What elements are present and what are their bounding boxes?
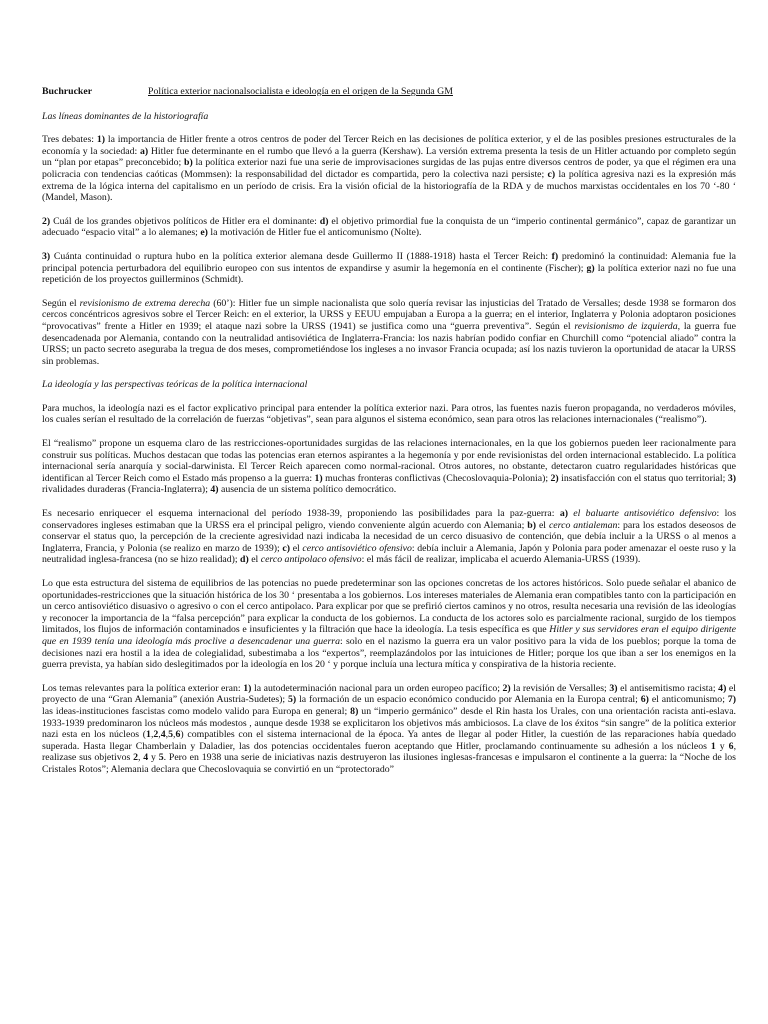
- author-name: Buchrucker: [42, 86, 93, 97]
- document-page: [42, 86, 736, 787]
- paragraph: Para muchos, la ideología nazi es el factor explicativo principal para entender la política exterior nazi. Para otros, las fuentes nazis fueron propaganda, no verdaderos móviles, los cuales serían el resultado de la correlación de fuerzas “objetivas”, sean para algunos el sistema económico, sean para otros las relaciones internacionales (“realismo”).: [42, 402, 736, 426]
- section-heading-historiografia: Las líneas dominantes de la historiografía: [42, 110, 209, 122]
- document-title: Política exterior nacionalsocialista e ideología en el origen de la Segunda GM: [148, 86, 453, 97]
- paragraph: Según el revisionismo de extrema derecha (60’): Hitler fue un simple nacionalista que solo quería revisar las injusticias del Tratado de Versalles; desde 1938 se formaron dos cercos concéntricos agresivos sobre el Tercer Reich: en el exterior, la URSS y EEUU empujaban a Europa a la guerra; en el interior, Inglaterra y Polonia adoptaron posiciones “provocativas” frente a Hitler en 1939; el ataque nazi sobre la URSS (1941) se justifica como una “guerra preventiva”. Según el revisionismo de izquierda, la guerra fue desencadenada por Alemania, contando con la neutralidad antisoviética de Inglaterra-Francia: los nazis habrían podido confiar en Churchill como “potencial aliado” contra la URSS; un pacto secreto aseguraba la tregua de dos meses, comprometiéndose los ingleses a no invasor Francia ocupada; así los nazis tuvieron la oportunidad de atacar la URSS sin problemas.: [42, 297, 736, 367]
- paragraph: 2) Cuál de los grandes objetivos políticos de Hitler era el dominante: d) el objetivo primordial fue la conquista de un “imperio continental germánico”, capaz de garantizar un adecuado “espacio vital” a lo alemanes; e) la motivación de Hitler fue el anticomunismo (Nolte).: [42, 215, 736, 239]
- document-header: [42, 86, 736, 98]
- paragraph: El “realismo” propone un esquema claro de las restricciones-oportunidades surgidas de las relaciones internacionales, en la que los gobiernos pueden leer racionalmente para construir sus políticas. Muchos destacan que todas las potencias eran eternos aspirantes a la hegemonía y por ende revisionistas del orden internacional establecido. La política internacional sería anarquía y social-darwinista. El Tercer Reich aparecen como normal-racional. Otros autores, no obstante, detectaron cuatro regularidades históricas que identifican al Tercer Reich como el Estado más propenso a la guerra: 1) muchas fronteras conflictivas (Checoslovaquia-Polonia); 2) insatisfacción con el status quo territorial; 3) rivalidades duraderas (Francia-Inglaterra); 4) ausencia de un sistema político democrático.: [42, 438, 736, 496]
- paragraph: Lo que esta estructura del sistema de equilibrios de las potencias no puede predeterminar son las opciones concretas de los actores históricos. Solo puede señalar el abanico de oportunidades-restricciones que la situación histórica de los 30 ‘ presentaba a los gobiernos. Los intereses materiales de Alemania eran compatibles tanto con la participación en un cerco antisoviético disuasivo o agresivo o con el cerco antipolaco. Para explicar por que se prefirió ciertos caminos y no otros, resulta necesaria una revisión de las ideologías y reconocer la importancia de la “falsa percepción” para explicar la conducta de los gobiernos. La conducta de los actores solo es parcialmente racional, surgido de los tiempos limitados, los flujos de información contaminados e insuficientes y la filtración que hace la ideología. La tesis específica es que Hitler y sus servidores eran el equipo dirigente que en 1939 tenía una ideología más proclive a desencadenar una guerra: solo en el nazismo la guerra era un valor positivo para la vida de los pueblos; porque la toma de decisiones nazi era hostil a la idea de colegialidad, subestimaba a los “expertos”, reemplazándolos por las intuiciones de Hitler; porque los que iban a ser los enemigos en la guerra prevista, ya habían sido deslegitimados por la ideología en los 20 ‘ y porque incluía una lectura mítica y conspirativa de la historia reciente.: [42, 578, 736, 671]
- paragraph: Es necesario enriquecer el esquema internacional del período 1938-39, proponiendo las posibilidades para la paz-guerra: a) el baluarte antisoviético defensivo: los conservadores ingleses estimaban que la URSS era el principal peligro, viendo conveniente algún acuerdo con Alemania; b) el cerco antialeman: para los estados deseosos de conservar el status quo, la percepción de la creciente agresividad nazi indicaba la necesidad de un cerco disuasivo de contención, que debía incluir a la URSS o al menos a Inglaterra, Francia, y Polonia (se realizo en marzo de 1939); c) el cerco antisoviético ofensivo: debía incluir a Alemania, Japón y Polonia para poder amenazar el oeste ruso y la neutralidad inglesa-francesa (no se hizo realidad); d) el cerco antipolaco ofensivo: el más fácil de realizar, implicaba el acuerdo Alemania-URSS (1939).: [42, 508, 737, 566]
- section-heading-ideologia: La ideología y las perspectivas teóricas de la política internacional: [42, 379, 308, 391]
- paragraph: Tres debates: 1) la importancia de Hitler frente a otros centros de poder del Tercer Reich en las decisiones de política exterior, y el de las posibles presiones estructurales de la economía y la sociedad: a) Hitler fue determinante en el rumbo que llevó a la guerra (Kershaw). La versión extrema presenta la tesis de un Hitler actuando por completo según un “plan por etapas” preconcebido; b) la política exterior nazi fue una serie de improvisaciones surgidas de las pujas entre diversos centros de poder, ya que el régimen era una policracia con tendencias caóticas (Mommsen): la responsabilidad del dictador es compartida, pero la colectiva nazi persiste; c) la política agresiva nazi es la expresión más extrema de la lógica interna del capitalismo en un período de crisis. Era la visión oficial de la historiografía de la RDA y de muchos marxistas occidentales en los 70 ‘-80 ‘ (Mandel, Mason).: [42, 134, 737, 204]
- paragraph: 3) Cuánta continuidad o ruptura hubo en la política exterior alemana desde Guillermo II (1888-1918) hasta el Tercer Reich: f) predominó la continuidad: Alemania fue la principal potencia perturbadora del equilibrio europeo con sus intentos de expandirse y asumir la hegemonía en el continente (Fischer); g) la política exterior nazi no fue una repetición de los proyectos guillerminos (Schmidt).: [42, 250, 736, 286]
- paragraph: Los temas relevantes para la política exterior eran: 1) la autodeterminación nacional para un orden europeo pacífico; 2) la revisión de Versalles; 3) el antisemitismo racista; 4) el proyecto de una “Gran Alemania” (anexión Austria-Sudetes); 5) la formación de un espacio económico conducido por Alemania en la Europa central; 6) el anticomunismo; 7) las ideas-instituciones fascistas como modelo valido para Europa en general; 8) un “imperio germánico” desde el Rin hasta los Urales, con una orientación racista anti-eslava. 1933-1939 predominaron los núcleos más modestos , aunque desde 1938 se explicitaron los objetivos más ambiciosos. La clave de los éxitos “sin sangre” de la política exterior nazi esta en los núcleos (1,2,4,5,6) compatibles con el sistema internacional de la época. Ya antes de llegar al poder Hitler, la cuestión de las reparaciones había quedado superada. Hasta llegar Chamberlain y Daladier, las dos potencias occidentales fueron aceptando que Hitler, proclamando continuamente su adhesión a los núcleos 1 y 6, realizase sus objetivos 2, 4 y 5. Pero en 1938 una serie de iniciativas nazis destruyeron las ilusiones inglesas-francesas e impulsaron el continente a la guerra: la “Noche de los Cristales Rotos”; Alemania declara que Checoslovaquia se convirtió en un “protectorado”: [42, 682, 737, 775]
